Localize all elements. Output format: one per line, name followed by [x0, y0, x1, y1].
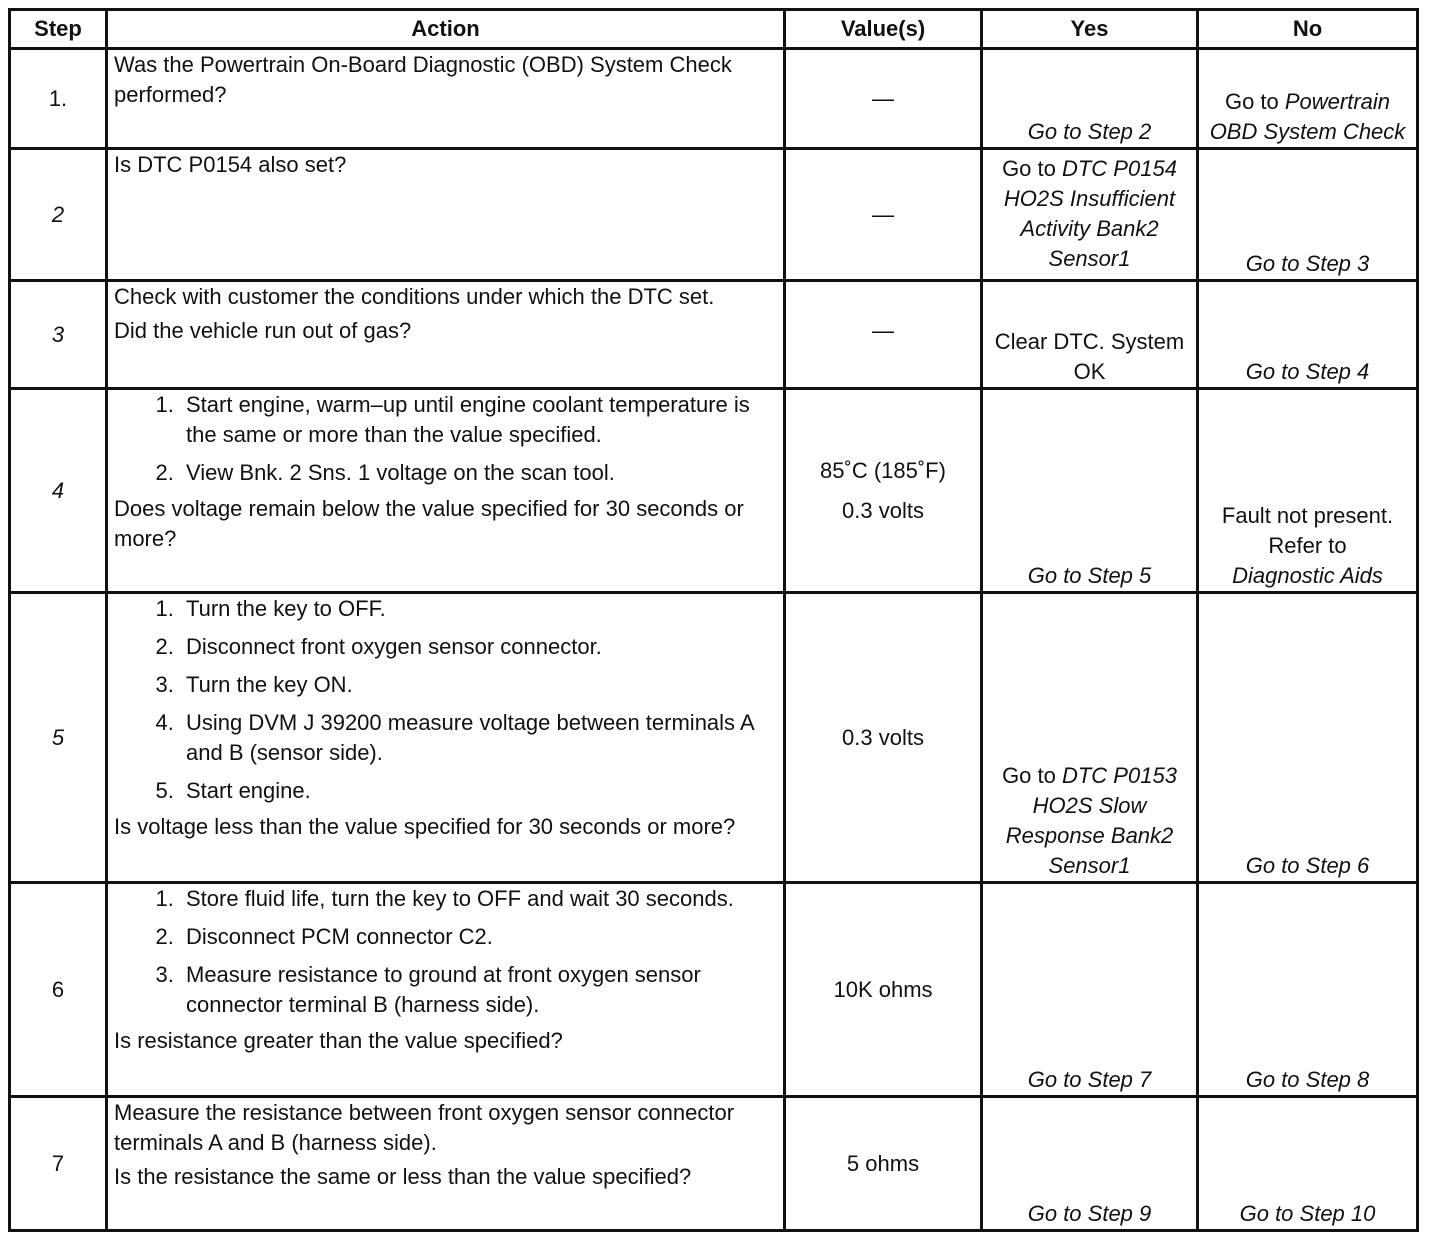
yes-prefix: Go to — [1002, 156, 1062, 181]
table-row — [10, 49, 1418, 149]
value-cell — [785, 1097, 982, 1231]
action-cell — [107, 883, 785, 1097]
action-question: Is voltage less than the value specified for 30 seconds or more? — [114, 814, 736, 839]
value-text: 85˚C (185˚F) — [820, 457, 946, 483]
yes-text: Clear DTC. System OK — [994, 329, 1185, 384]
table-row — [10, 593, 1418, 883]
yes-cell — [982, 389, 1198, 593]
no-text: Fault not present. Refer to — [1221, 503, 1394, 558]
procedure-step: 2. Disconnect front oxygen sensor connector. — [180, 632, 777, 662]
yes-link[interactable]: DTC P0153 HO2S Slow Response Bank2 Sensor1 — [1005, 763, 1177, 878]
no-link[interactable]: Go to Step 10 — [1239, 1201, 1376, 1226]
step-number: 6 — [10, 883, 107, 1097]
no-cell — [1198, 49, 1418, 149]
procedure-step: 4. Using DVM J 39200 measure voltage between terminals A and B (sensor side). — [180, 708, 777, 768]
action-cell — [107, 593, 785, 883]
procedure-step: 3. Turn the key ON. — [180, 670, 777, 700]
action-text: Measure the resistance between front oxygen sensor connector terminals A and B (harness side). — [114, 1100, 735, 1155]
no-link[interactable]: Go to Step 8 — [1245, 1067, 1370, 1092]
step-number: 5 — [10, 593, 107, 883]
action-question: Did the vehicle run out of gas? — [114, 318, 412, 343]
no-link[interactable]: Diagnostic Aids — [1232, 563, 1383, 588]
value-cell — [785, 593, 982, 883]
no-link[interactable]: Go to Step 6 — [1245, 853, 1370, 878]
yes-cell — [982, 883, 1198, 1097]
procedure-step: 3. Measure resistance to ground at front oxygen sensor connector terminal B (harness side). — [180, 960, 777, 1020]
action-question: Does voltage remain below the value specified for 30 seconds or more? — [114, 496, 744, 551]
procedure-step: 1. Start engine, warm–up until engine coolant temperature is the same or more than the value specified. — [180, 390, 777, 450]
procedure-step: 2. View Bnk. 2 Sns. 1 voltage on the scan tool. — [180, 458, 777, 488]
action-cell — [107, 149, 785, 281]
step-number: 2 — [10, 149, 107, 281]
table-row — [10, 883, 1418, 1097]
yes-link[interactable]: Go to Step 9 — [1027, 1201, 1152, 1226]
step-number: 1. — [10, 49, 107, 149]
no-link[interactable]: Go to Step 4 — [1245, 359, 1370, 384]
no-cell — [1198, 281, 1418, 389]
procedure-list — [114, 884, 777, 1020]
step-number: 4 — [10, 389, 107, 593]
yes-link[interactable]: Go to Step 5 — [1027, 563, 1152, 588]
action-question: Is the resistance the same or less than the value specified? — [114, 1164, 692, 1189]
yes-cell — [982, 49, 1198, 149]
value-text: 5 ohms — [846, 1150, 920, 1176]
action-cell — [107, 1097, 785, 1231]
value-text: 0.3 volts — [842, 497, 924, 523]
no-link[interactable]: Go to Step 3 — [1245, 251, 1370, 276]
yes-link[interactable]: Go to Step 2 — [1027, 119, 1152, 144]
procedure-step: 1. Store fluid life, turn the key to OFF and wait 30 seconds. — [180, 884, 777, 914]
yes-cell — [982, 281, 1198, 389]
header-no: No — [1198, 10, 1418, 49]
value-cell — [785, 281, 982, 389]
action-text: Is DTC P0154 also set? — [114, 152, 347, 177]
action-text: Was the Powertrain On-Board Diagnostic (OBD) System Check performed? — [114, 52, 732, 107]
procedure-list — [114, 390, 777, 488]
action-text: Check with customer the conditions under which the DTC set. — [114, 284, 715, 309]
value-cell — [785, 883, 982, 1097]
step-number: 7 — [10, 1097, 107, 1231]
yes-prefix: Go to — [1002, 763, 1062, 788]
header-row — [10, 10, 1418, 49]
step-number: 3 — [10, 281, 107, 389]
no-cell — [1198, 389, 1418, 593]
yes-link[interactable]: DTC P0154 HO2S Insufficient Activity Bank2 Sensor1 — [1003, 156, 1177, 271]
yes-link[interactable]: Go to Step 7 — [1027, 1067, 1152, 1092]
action-cell — [107, 49, 785, 149]
value-cell — [785, 389, 982, 593]
yes-cell — [982, 1097, 1198, 1231]
header-step: Step — [10, 10, 107, 49]
value-text: 10K ohms — [833, 976, 933, 1002]
value-text: — — [872, 318, 894, 343]
action-question: Is resistance greater than the value specified? — [114, 1028, 563, 1053]
header-yes: Yes — [982, 10, 1198, 49]
no-cell — [1198, 883, 1418, 1097]
no-cell — [1198, 149, 1418, 281]
procedure-list — [114, 594, 777, 806]
header-values: Value(s) — [785, 10, 982, 49]
no-cell — [1198, 1097, 1418, 1231]
value-text: 0.3 volts — [842, 724, 924, 750]
table-row — [10, 149, 1418, 281]
action-cell — [107, 281, 785, 389]
no-link[interactable]: Powertrain OBD System Check — [1209, 89, 1406, 144]
procedure-step: 2. Disconnect PCM connector C2. — [180, 922, 777, 952]
procedure-step: 5. Start engine. — [180, 776, 777, 806]
table-row — [10, 389, 1418, 593]
table-row — [10, 1097, 1418, 1231]
value-cell — [785, 149, 982, 281]
table-row — [10, 281, 1418, 389]
yes-cell — [982, 149, 1198, 281]
action-cell — [107, 389, 785, 593]
value-text: — — [872, 85, 894, 111]
diagnostic-table — [8, 8, 1419, 1232]
value-cell — [785, 49, 982, 149]
procedure-step: 1. Turn the key to OFF. — [180, 594, 777, 624]
no-prefix: Go to — [1224, 89, 1285, 114]
yes-cell — [982, 593, 1198, 883]
value-text: — — [872, 201, 894, 227]
no-cell — [1198, 593, 1418, 883]
header-action: Action — [107, 10, 785, 49]
